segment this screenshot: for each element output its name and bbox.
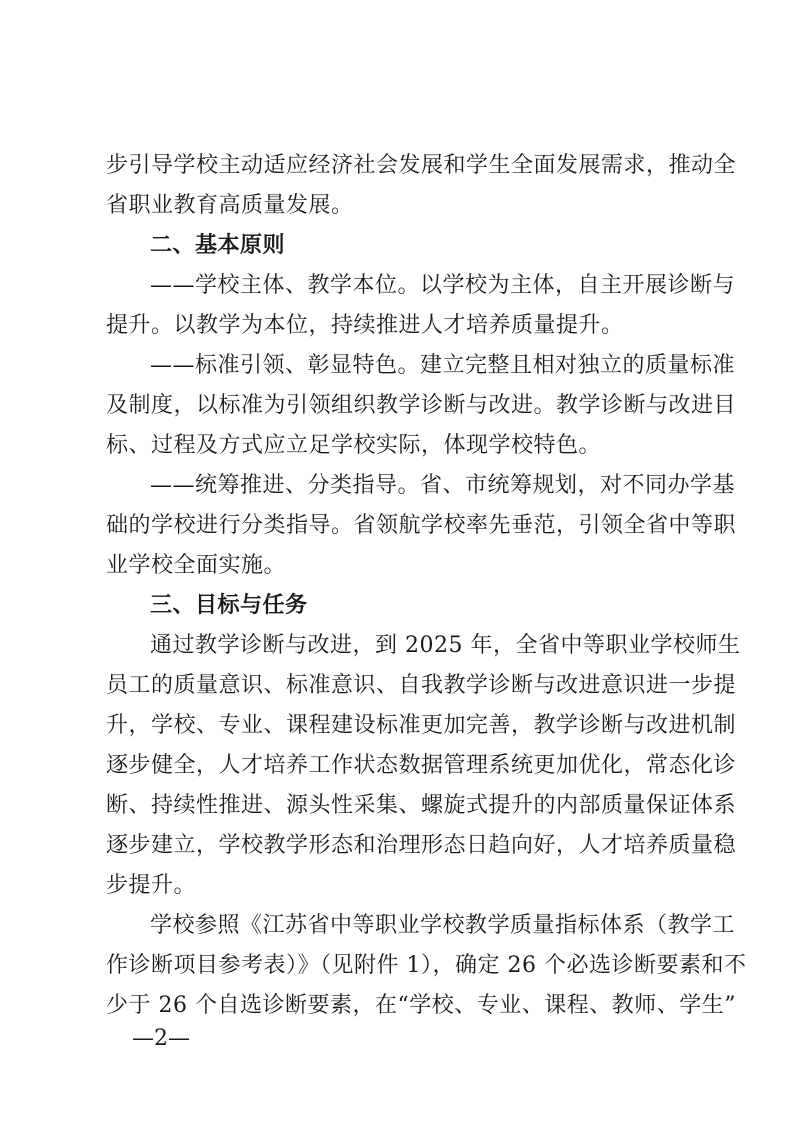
text-line: 逐步建立，学校教学形态和治理形态日趋向好，人才培养质量稳 (106, 833, 737, 858)
text-line: 及制度，以标准为引领组织教学诊断与改进。教学诊断与改进目 (106, 393, 737, 418)
text-line: 员工的质量意识、标准意识、自我教学诊断与改进意识进一步提 (106, 673, 737, 698)
text-line: 提升。以教学为本位，持续推进人才培养质量提升。 (106, 313, 624, 338)
text-line: 升，学校、专业、课程建设标准更加完善，教学诊断与改进机制 (106, 713, 737, 738)
text-line: 步提升。 (106, 873, 197, 898)
section-heading-goals: 三、目标与任务 (150, 593, 308, 618)
text-line: 少于 26 个自选诊断要素，在“学校、专业、课程、教师、学生” (106, 993, 736, 1018)
text-line: 标、过程及方式应立足学校实际，体现学校特色。 (106, 433, 602, 458)
section-heading-principles: 二、基本原则 (150, 233, 286, 258)
text-line: 省职业教育高质量发展。 (106, 193, 354, 218)
document-body (106, 146, 747, 1026)
page-number: —2— (132, 1026, 190, 1051)
text-line: 业学校全面实施。 (106, 553, 287, 578)
paragraph-start: 学校参照《江苏省中等职业学校教学质量指标体系（教学工 (150, 913, 736, 938)
text-line: 步引导学校主动适应经济社会发展和学生全面发展需求，推动全 (106, 153, 737, 178)
text-line: 断、持续性推进、源头性采集、螺旋式提升的内部质量保证体系 (106, 793, 737, 818)
principle-item-3: ——统筹推进、分类指导。省、市统筹规划，对不同办学基 (150, 473, 736, 498)
principle-item-2: ——标准引领、彰显特色。建立完整且相对独立的质量标准 (150, 353, 736, 378)
principle-item-1: ——学校主体、教学本位。以学校为主体，自主开展诊断与 (150, 273, 736, 298)
text-line: 作诊断项目参考表）》（见附件 1），确定 26 个必选诊断要素和不 (106, 953, 747, 978)
paragraph-start: 通过教学诊断与改进，到 2025 年，全省中等职业学校师生 (150, 633, 741, 658)
text-line: 逐步健全，人才培养工作状态数据管理系统更加优化，常态化诊 (106, 753, 737, 778)
text-line: 础的学校进行分类指导。省领航学校率先垂范，引领全省中等职 (106, 513, 737, 538)
